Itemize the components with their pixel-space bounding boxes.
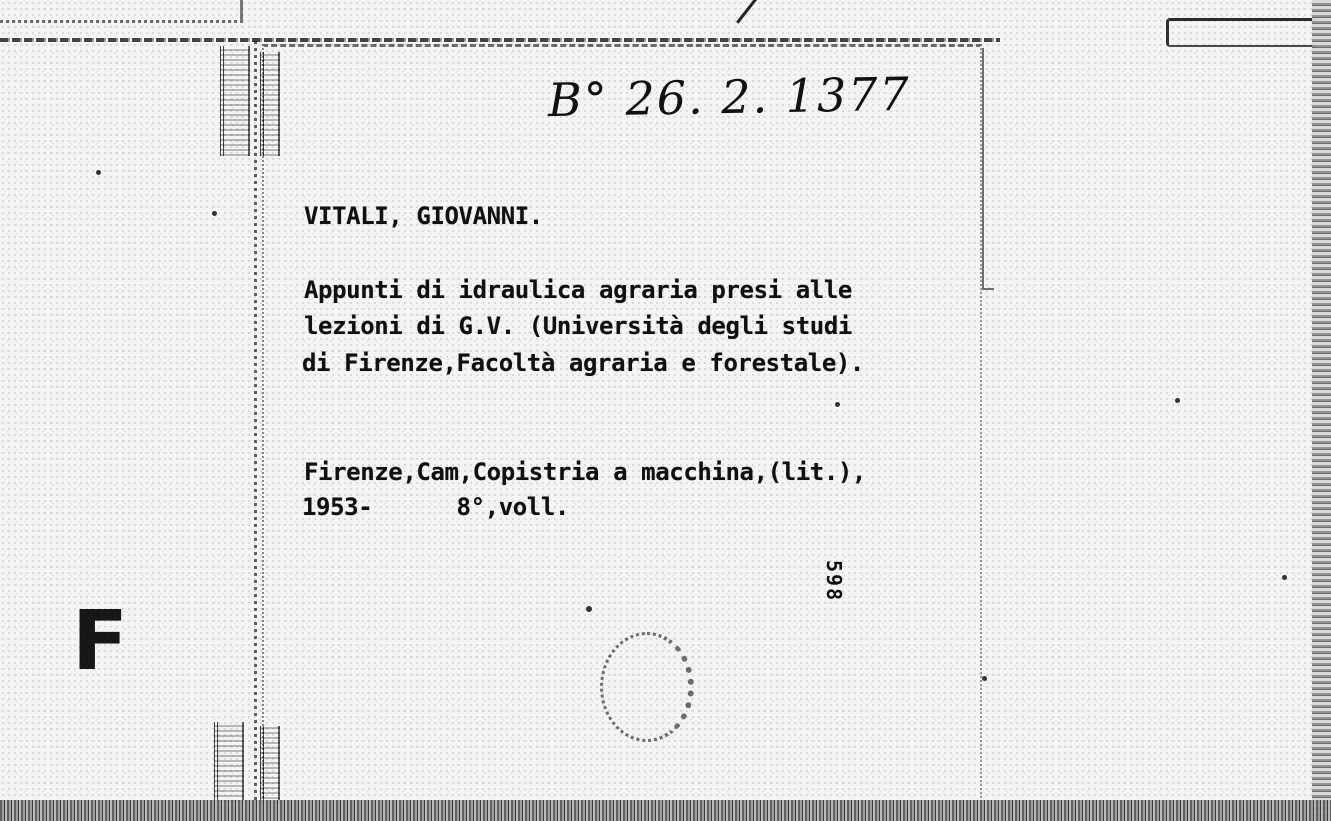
letter-f-stamp: F	[72, 594, 129, 689]
upper-left-card-clip	[220, 46, 250, 156]
lower-right-card-clip	[260, 726, 280, 804]
imprint-line-2: 1953- 8°,voll.	[302, 493, 569, 521]
right-card-bracket	[982, 48, 994, 290]
handwritten-shelfmark: B° 26. 2. 1377	[547, 66, 912, 128]
author-heading: VITALI, GIOVANNI.	[304, 202, 543, 230]
title-line-3: di Firenze,Facoltà agraria e forestale).	[302, 349, 864, 377]
top-right-tab-mark	[1166, 18, 1315, 47]
title-line-1: Appunti di idraulica agraria presi alle	[304, 276, 852, 304]
punch-hole	[600, 632, 694, 742]
vertical-catalog-number: 598	[822, 560, 846, 603]
right-scan-edge	[1312, 0, 1331, 821]
title-line-2: lezioni di G.V. (Università degli studi	[304, 312, 852, 340]
left-card-guide	[254, 40, 257, 800]
bottom-scan-edge	[0, 800, 1331, 821]
top-left-card-edge	[0, 0, 243, 23]
top-divider-rule	[0, 38, 1000, 42]
upper-right-card-clip	[260, 52, 280, 156]
imprint-line-1: Firenze,Cam,Copistria a macchina,(lit.),	[304, 458, 866, 486]
lower-left-card-clip	[214, 722, 244, 802]
